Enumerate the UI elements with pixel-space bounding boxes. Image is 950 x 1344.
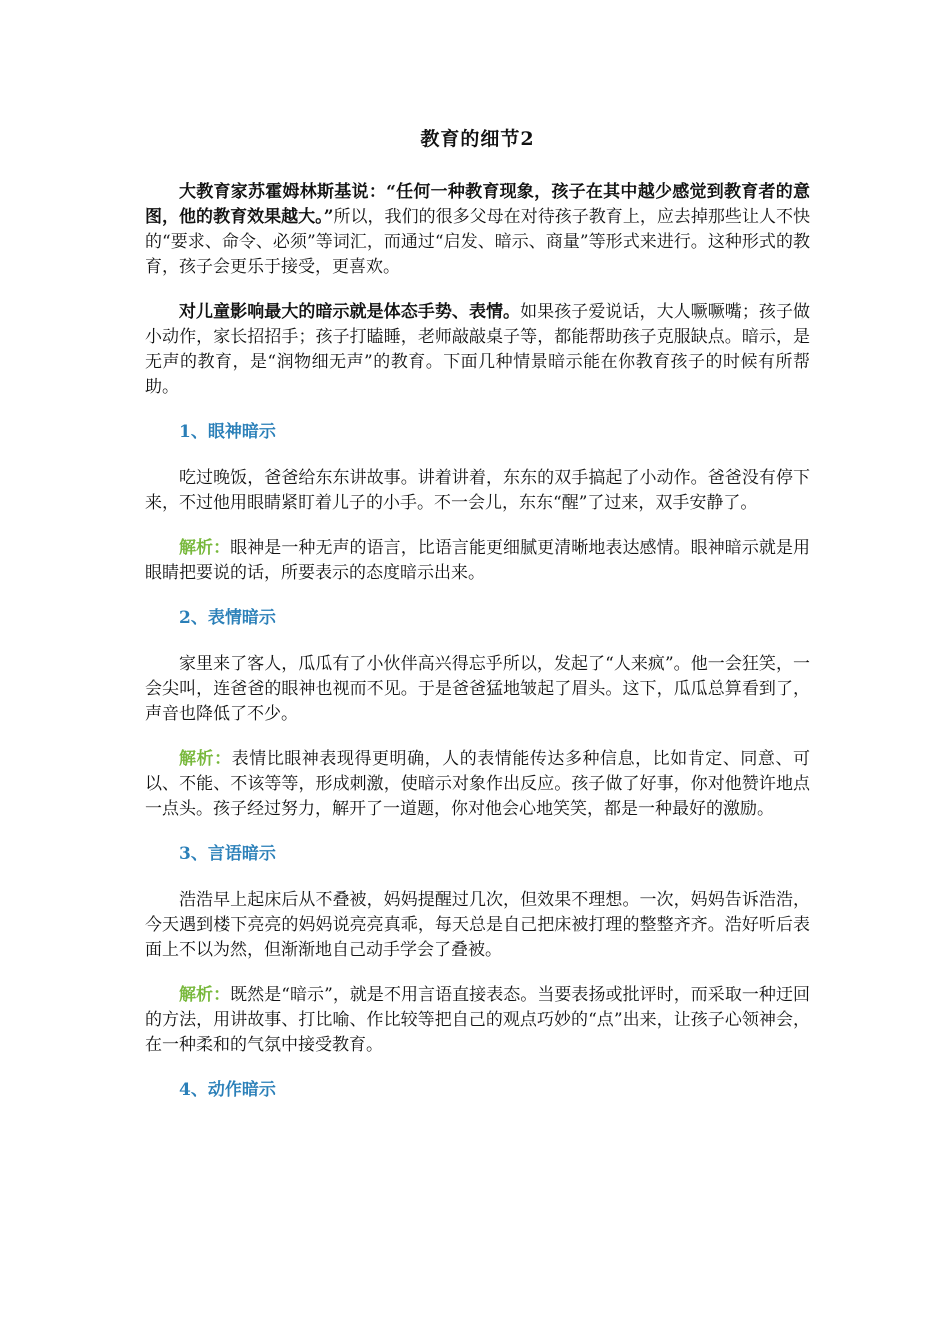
document-content <box>145 120 810 1124</box>
section-analysis-speech <box>145 983 810 1058</box>
hint-paragraph <box>145 300 810 400</box>
hint-text: 如果孩子爱说话，大人噘噘嘴；孩子做小动作，家长招招手；孩子打瞌睡，老师敲敲桌子等，都能帮助孩子克服缺点。暗示，是无声的教育，是“润物细无声”的教育。下面几种情景暗示能在你教育孩子的时候有所帮助。 <box>145 302 811 397</box>
analysis-text: 既然是“暗示”，就是不用言语直接表态。当要表扬或批评时，而采取一种迂回的方法，用讲故事、打比喻、作比较等把自己的观点巧妙的“点”出来，让孩子心领神会，在一种柔和的气氛中接受教育。 <box>145 985 810 1055</box>
section-analysis-eye <box>145 536 810 586</box>
section-analysis-expression <box>145 747 810 822</box>
intro-paragraph <box>145 180 810 280</box>
section-heading-eye: 1、眼神暗示 <box>179 422 276 442</box>
section-story-eye: 吃过晚饭，爸爸给东东讲故事。讲着讲着，东东的双手搞起了小动作。爸爸没有停下来，不过他用眼睛紧盯着儿子的小手。不一会儿，东东“醒”了过来，双手安静了。 <box>145 468 810 513</box>
section-heading-speech: 3、言语暗示 <box>179 844 276 864</box>
analysis-text: 眼神是一种无声的语言，比语言能更细腻更清晰地表达感情。眼神暗示就是用眼睛把要说的话，所要表示的态度暗示出来。 <box>145 538 811 583</box>
page-title: 教育的细节2 <box>420 128 535 150</box>
intro-quote: 大教育家苏霍姆林斯基说：“任何一种教育现象，孩子在其中越少感觉到教育者的意图，他的教育效果越大。” <box>145 182 810 227</box>
section-story-expression: 家里来了客人，瓜瓜有了小伙伴高兴得忘乎所以，发起了“人来疯”。他一会狂笑，一会尖叫，连爸爸的眼神也视而不见。于是爸爸猛地皱起了眉头。这下，瓜瓜总算看到了，声音也降低了不少。 <box>145 654 810 724</box>
analysis-label: 解析： <box>179 538 231 558</box>
section-heading-action: 4、动作暗示 <box>179 1080 276 1100</box>
section-story-speech: 浩浩早上起床后从不叠被，妈妈提醒过几次，但效果不理想。一次，妈妈告诉浩浩，今天遇到楼下亮亮的妈妈说亮亮真乖，每天总是自己把床被打理的整整齐齐。浩好听后表面上不以为然，但渐渐地自己动手学会了叠被。 <box>145 890 810 960</box>
hint-lead: 对儿童影响最大的暗示就是体态手势、表情。 <box>179 302 521 322</box>
intro-text: 所以，我们的很多父母在对待孩子教育上，应去掉那些让人不快的“要求、命令、必须”等词汇，而通过“启发、暗示、商量”等形式来进行。这种形式的教育，孩子会更乐于接受，更喜欢。 <box>145 207 810 277</box>
analysis-text: 表情比眼神表现得更明确，人的表情能传达多种信息，比如肯定、同意、可以、不能、不该等等，形成刺激，使暗示对象作出反应。孩子做了好事，你对他赞许地点一点头。孩子经过努力，解开了一道题，你对他会心地笑笑，都是一种最好的激励。 <box>145 749 811 819</box>
analysis-label: 解析： <box>179 749 232 769</box>
section-heading-expression: 2、表情暗示 <box>179 608 276 628</box>
analysis-label: 解析： <box>179 985 231 1005</box>
